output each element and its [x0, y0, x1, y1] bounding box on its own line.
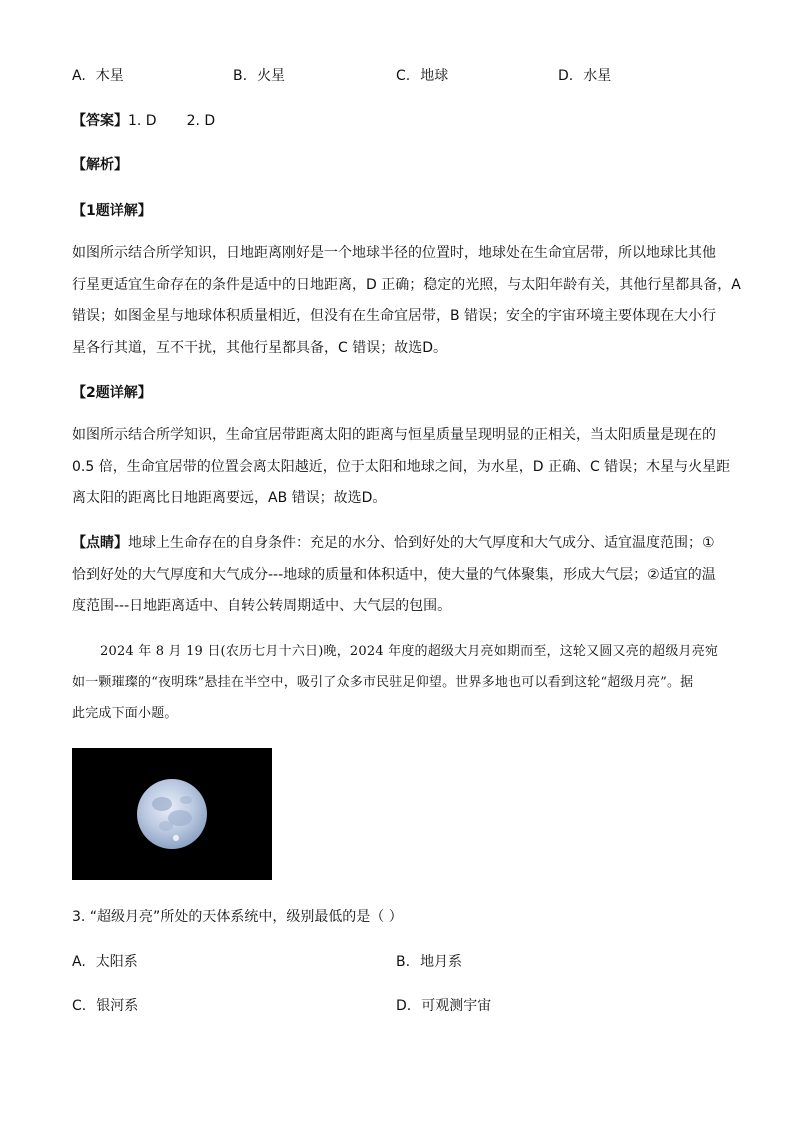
option-letter: B. — [396, 954, 411, 970]
detail-2-label: 【2题详解】 — [72, 385, 152, 401]
q3-option-b — [396, 952, 462, 972]
detail-1-line: 错误；如图金星与地球体积质量相近，但没有在生命宜居带，B 错误；安全的宇宙环境主要体现在大小行 — [72, 308, 717, 324]
option-d — [558, 66, 611, 86]
tip-label: 【点睛】 — [72, 535, 128, 551]
option-letter: B. — [233, 68, 248, 84]
option-text: 地球 — [420, 68, 449, 84]
option-letter: A. — [72, 68, 86, 84]
answer-line — [72, 111, 215, 131]
option-text: 火星 — [257, 68, 286, 84]
detail-1-line: 行星更适宜生命存在的条件是适中的日地距离，D 正确；稳定的光照，与太阳年龄有关，其他行星都具备，A — [72, 276, 741, 293]
detail-2-line: 如图所示结合所学知识，生命宜居带距离太阳的距离与恒星质量呈现明显的正相关，当太阳质量是现在的 — [72, 427, 716, 443]
option-text: 地月系 — [420, 954, 463, 970]
q3-option-a — [72, 952, 138, 972]
tip-line: 地球上生命存在的自身条件：充足的水分、恰到好处的大气厚度和大气成分、适宜温度范围；① — [128, 535, 715, 551]
tip-line: 度范围---日地距离适中、自转公转周期适中、大气层的包围。 — [72, 598, 452, 614]
answer-1: 1. D — [128, 113, 157, 129]
option-c — [396, 66, 448, 86]
option-text: 水星 — [583, 68, 612, 84]
option-text: 可观测宇宙 — [421, 998, 492, 1014]
q3-option-c — [72, 996, 138, 1016]
answer-2: 2. D — [186, 113, 216, 129]
option-a — [72, 66, 124, 86]
tip-body — [72, 528, 752, 623]
detail-1-label: 【1题详解】 — [72, 203, 152, 219]
passage — [72, 636, 752, 729]
moon-photo — [72, 748, 272, 880]
detail-1-line: 如图所示结合所学知识，日地距离刚好是一个地球半径的位置时，地球处在生命宜居带，所以地球比其他 — [72, 245, 716, 261]
option-letter: D. — [396, 998, 412, 1014]
detail-1-line: 星各行其道，互不干扰，其他行星都具备，C 错误；故选D。 — [72, 339, 448, 356]
detail-2-line: 0.5 倍，生命宜居带的位置会离太阳越近，位于太阳和地球之间，为水星，D 正确、C 错误；木星与火星距 — [72, 458, 731, 475]
option-text: 太阳系 — [95, 954, 138, 970]
passage-line: 2024 年 8 月 19 日(农历七月十六日)晚，2024 年度的超级大月亮如期而至，这轮又圆又亮的超级月亮宛 — [100, 644, 719, 659]
answer-label: 【答案】 — [72, 113, 128, 129]
q3-stem: 3. “超级月亮”所处的天体系统中，级别最低的是（ ） — [72, 909, 403, 925]
option-letter: C. — [396, 68, 411, 84]
analysis-label: 【解析】 — [72, 157, 128, 173]
option-letter: D. — [558, 68, 574, 84]
passage-line: 此完成下面小题。 — [72, 706, 178, 721]
option-letter: A. — [72, 954, 86, 970]
tip-line: 恰到好处的大气厚度和大气成分---地球的质量和体积适中，使大量的气体聚集，形成大气层；②适宜的温 — [72, 566, 716, 583]
q3-option-d — [396, 996, 491, 1016]
option-letter: C. — [72, 998, 87, 1014]
option-b — [233, 66, 285, 86]
option-text: 木星 — [95, 68, 124, 84]
detail-1-body — [72, 238, 752, 364]
moon-icon — [72, 748, 272, 880]
detail-2-line: 离太阳的距离比日地距离要远，AB 错误；故选D。 — [72, 490, 387, 506]
option-text: 银河系 — [96, 998, 139, 1014]
passage-line: 如一颗璀璨的“夜明珠”悬挂在半空中，吸引了众多市民驻足仰望。世界多地也可以看到这轮“超级月亮”。据 — [72, 675, 694, 690]
detail-2-body — [72, 420, 752, 515]
